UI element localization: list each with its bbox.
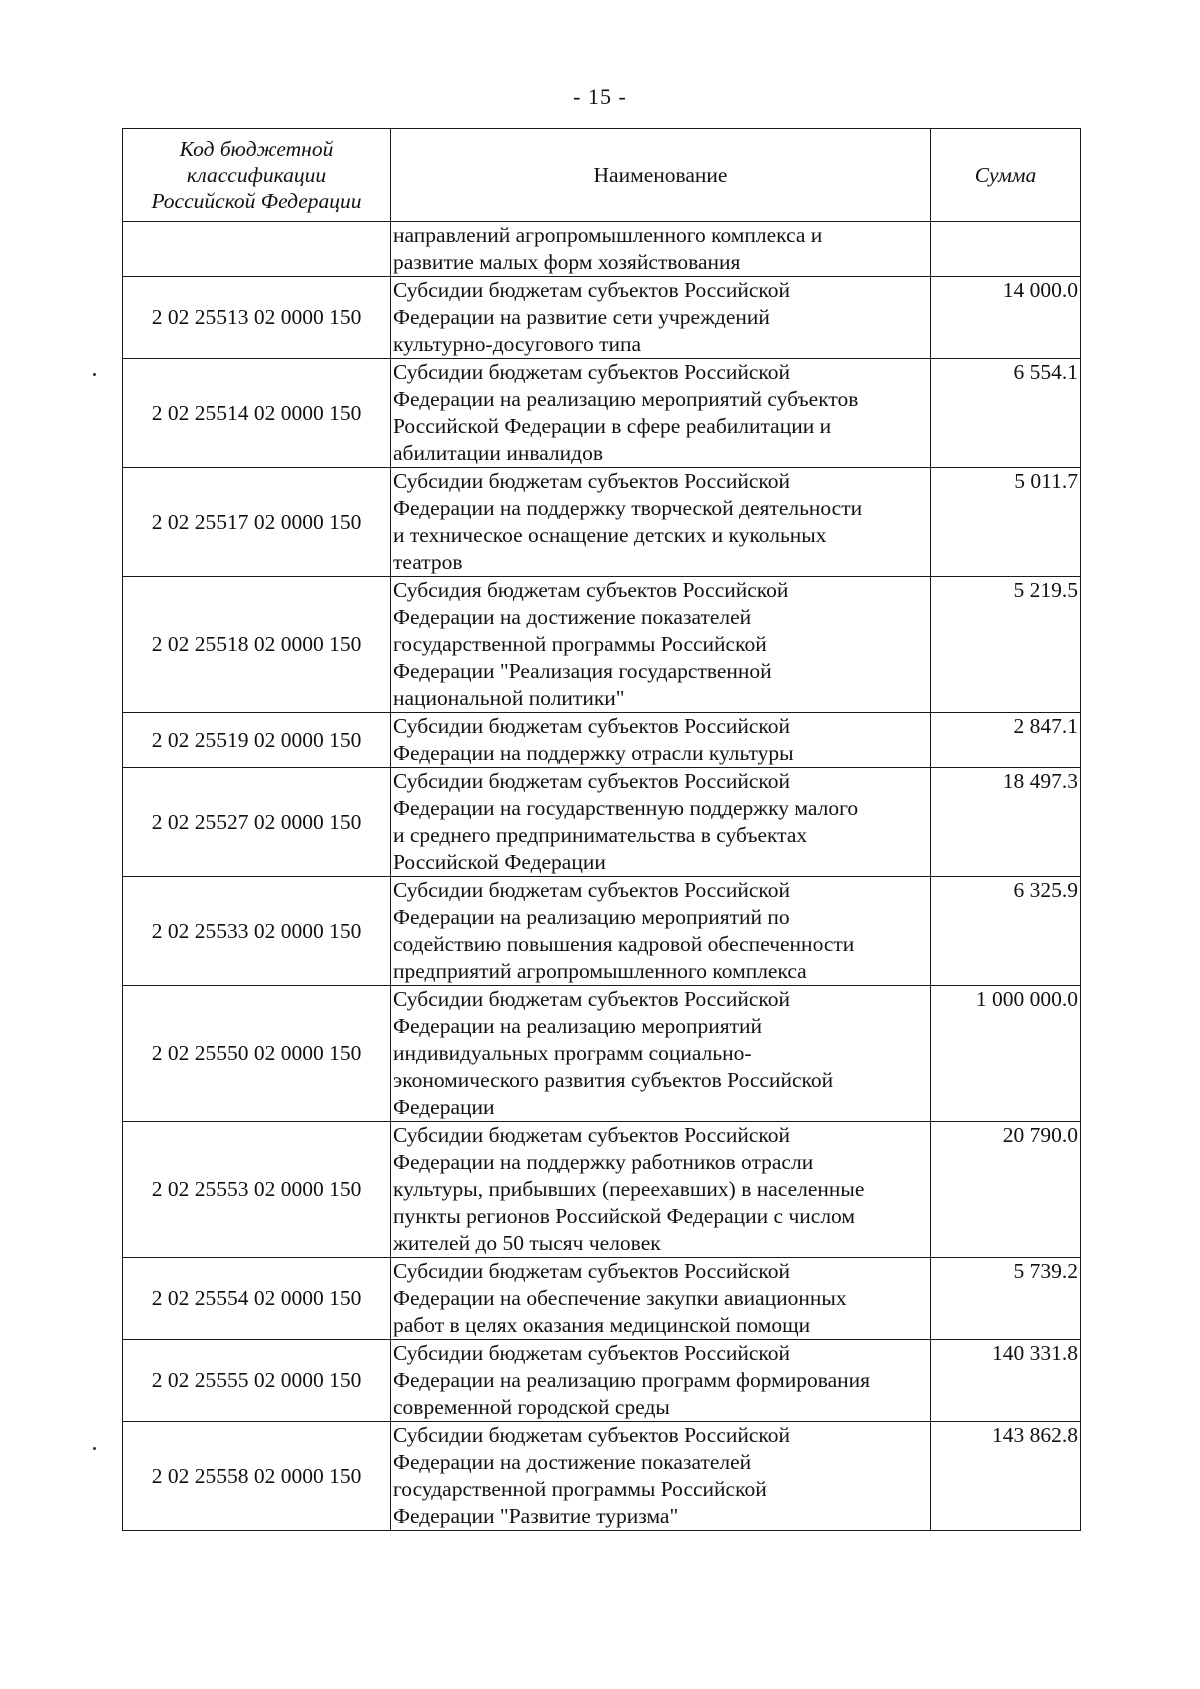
amount-cell: 6 325.9: [931, 877, 1081, 986]
description-cell: [391, 1258, 931, 1340]
description-line: предприятий агропромышленного комплекса: [393, 959, 807, 983]
description-line: и техническое оснащение детских и кукольных: [393, 523, 827, 547]
description-line: театров: [393, 550, 463, 574]
page-number: - 15 -: [573, 84, 627, 109]
description-cell: [391, 277, 931, 359]
description-line: Субсидии бюджетам субъектов Российской: [393, 278, 791, 302]
description-line: жителей до 50 тысяч человек: [393, 1231, 661, 1255]
description-line: Федерации: [393, 1095, 495, 1119]
description-line: Федерации на реализацию мероприятий субъектов: [393, 387, 859, 411]
description-line: экономического развития субъектов Российской: [393, 1068, 834, 1092]
description-line: Субсидии бюджетам субъектов Российской: [393, 360, 791, 384]
budget-code-cell: 2 02 25550 02 0000 150: [123, 986, 391, 1122]
description-line: содействию повышения кадровой обеспеченности: [393, 932, 855, 956]
description-line: Федерации на обеспечение закупки авиационных: [393, 1286, 847, 1310]
table-row: [123, 1340, 1081, 1422]
description-line: Федерации на поддержку работников отрасли: [393, 1150, 814, 1174]
description-line: Федерации на реализацию мероприятий: [393, 1014, 763, 1038]
description-line: Федерации на реализацию программ формирования: [393, 1368, 871, 1392]
amount-cell: 5 219.5: [931, 577, 1081, 713]
description-line: Субсидии бюджетам субъектов Российской: [393, 714, 791, 738]
header-code-line: Код бюджетной: [179, 137, 334, 161]
budget-code-cell: 2 02 25554 02 0000 150: [123, 1258, 391, 1340]
description-line: Субсидии бюджетам субъектов Российской: [393, 987, 791, 1011]
description-line: Субсидия бюджетам субъектов Российской: [393, 578, 789, 602]
budget-code-cell: 2 02 25518 02 0000 150: [123, 577, 391, 713]
budget-table: [122, 128, 1081, 1531]
description-cell: [391, 577, 931, 713]
description-line: Субсидии бюджетам субъектов Российской: [393, 469, 791, 493]
description-line: культурно-досугового типа: [393, 332, 642, 356]
description-line: Российской Федерации в сфере реабилитации и: [393, 414, 832, 438]
table-row: [123, 277, 1081, 359]
budget-code-cell: 2 02 25555 02 0000 150: [123, 1340, 391, 1422]
description-line: развитие малых форм хозяйствования: [393, 250, 741, 274]
description-line: направлений агропромышленного комплекса и: [393, 223, 823, 247]
description-line: Субсидии бюджетам субъектов Российской: [393, 878, 791, 902]
description-cell: [391, 713, 931, 768]
description-line: Федерации на развитие сети учреждений: [393, 305, 770, 329]
budget-code-cell: 2 02 25533 02 0000 150: [123, 877, 391, 986]
header-row: [123, 129, 1081, 222]
description-cell: [391, 1340, 931, 1422]
description-line: пункты регионов Российской Федерации с числом: [393, 1204, 855, 1228]
description-line: Субсидии бюджетам субъектов Российской: [393, 1341, 791, 1365]
amount-cell: 14 000.0: [931, 277, 1081, 359]
description-cell: [391, 468, 931, 577]
description-cell: [391, 986, 931, 1122]
table-row: [123, 986, 1081, 1122]
amount-cell: 18 497.3: [931, 768, 1081, 877]
description-cell: [391, 222, 931, 277]
header-code-line: классификации: [186, 163, 327, 187]
description-line: Федерации на достижение показателей: [393, 1450, 752, 1474]
description-cell: [391, 877, 931, 986]
scan-speck: [93, 373, 96, 376]
header-name: Наименование: [391, 129, 931, 222]
description-line: Субсидии бюджетам субъектов Российской: [393, 1259, 791, 1283]
table-header: [123, 129, 1081, 222]
amount-cell: 143 862.8: [931, 1422, 1081, 1531]
header-code-line: Российской Федерации: [151, 189, 362, 213]
description-line: Федерации на поддержку отрасли культуры: [393, 741, 794, 765]
description-cell: [391, 359, 931, 468]
header-code: [123, 129, 391, 222]
description-line: Федерации на реализацию мероприятий по: [393, 905, 790, 929]
budget-code-cell: 2 02 25517 02 0000 150: [123, 468, 391, 577]
budget-code-cell: 2 02 25513 02 0000 150: [123, 277, 391, 359]
description-line: Федерации на государственную поддержку малого: [393, 796, 859, 820]
scan-speck: [93, 1447, 96, 1450]
description-line: Субсидии бюджетам субъектов Российской: [393, 1123, 791, 1147]
amount-cell: 5 011.7: [931, 468, 1081, 577]
description-line: Субсидии бюджетам субъектов Российской: [393, 1423, 791, 1447]
amount-cell: 6 554.1: [931, 359, 1081, 468]
description-line: работ в целях оказания медицинской помощи: [393, 1313, 811, 1337]
table-row: [123, 468, 1081, 577]
description-line: государственной программы Российской: [393, 1477, 767, 1501]
budget-code-cell: 2 02 25553 02 0000 150: [123, 1122, 391, 1258]
budget-code-cell: 2 02 25519 02 0000 150: [123, 713, 391, 768]
table-body: [123, 222, 1081, 1531]
amount-cell: 5 739.2: [931, 1258, 1081, 1340]
table-row: [123, 222, 1081, 277]
budget-code-cell: 2 02 25527 02 0000 150: [123, 768, 391, 877]
budget-code-cell: 2 02 25514 02 0000 150: [123, 359, 391, 468]
description-line: культуры, прибывших (переехавших) в населенные: [393, 1177, 865, 1201]
amount-cell: [931, 222, 1081, 277]
amount-cell: 20 790.0: [931, 1122, 1081, 1258]
header-sum: Сумма: [931, 129, 1081, 222]
table-row: [123, 1422, 1081, 1531]
description-line: государственной программы Российской: [393, 632, 767, 656]
amount-cell: 140 331.8: [931, 1340, 1081, 1422]
description-line: Российской Федерации: [393, 850, 606, 874]
description-line: Федерации "Развитие туризма": [393, 1504, 679, 1528]
description-line: абилитации инвалидов: [393, 441, 604, 465]
amount-cell: 1 000 000.0: [931, 986, 1081, 1122]
table-row: [123, 713, 1081, 768]
description-line: Федерации на поддержку творческой деятельности: [393, 496, 863, 520]
amount-cell: 2 847.1: [931, 713, 1081, 768]
table-row: [123, 1258, 1081, 1340]
table-row: [123, 577, 1081, 713]
description-line: национальной политики": [393, 686, 625, 710]
description-line: Субсидии бюджетам субъектов Российской: [393, 769, 791, 793]
description-line: Федерации на достижение показателей: [393, 605, 752, 629]
description-line: современной городской среды: [393, 1395, 670, 1419]
budget-code-cell: 2 02 25558 02 0000 150: [123, 1422, 391, 1531]
description-cell: [391, 768, 931, 877]
description-line: Федерации "Реализация государственной: [393, 659, 772, 683]
description-line: индивидуальных программ социально-: [393, 1041, 752, 1065]
table-row: [123, 1122, 1081, 1258]
budget-code-cell: [123, 222, 391, 277]
description-cell: [391, 1122, 931, 1258]
table-row: [123, 877, 1081, 986]
description-cell: [391, 1422, 931, 1531]
table-row: [123, 768, 1081, 877]
description-line: и среднего предпринимательства в субъектах: [393, 823, 808, 847]
table-row: [123, 359, 1081, 468]
